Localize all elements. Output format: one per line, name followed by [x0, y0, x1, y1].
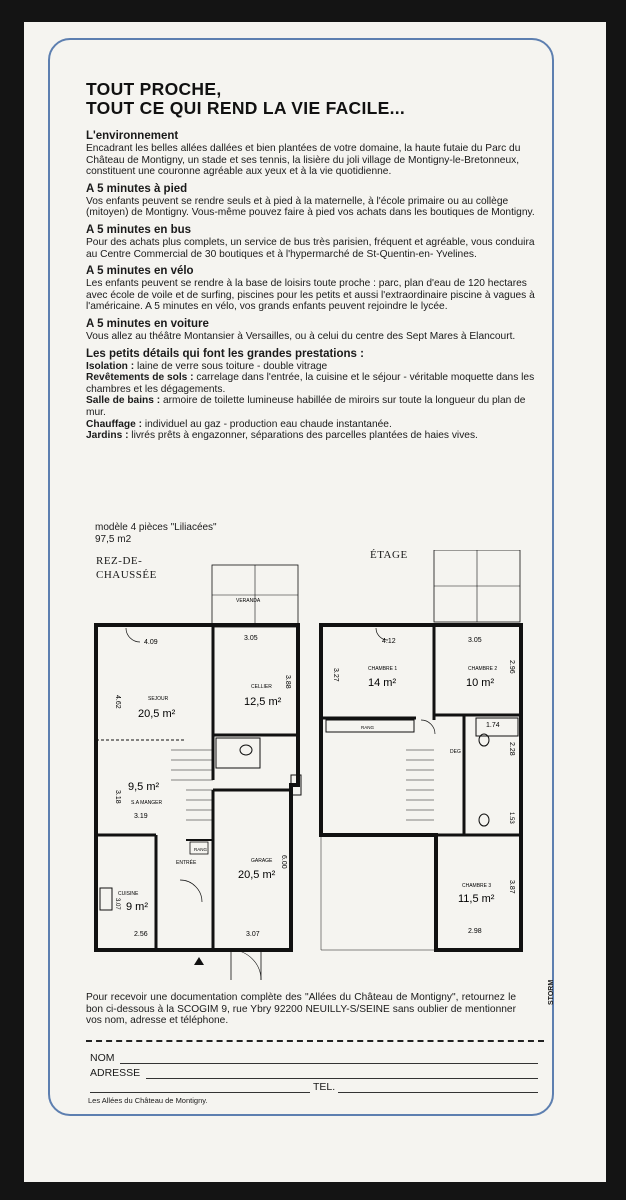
dim-label: 2.98: [468, 928, 482, 935]
storm-credit: STORM: [548, 979, 555, 1005]
dim-label: 6.00: [280, 855, 287, 869]
section-title: A 5 minutes à pied: [86, 182, 188, 195]
detail-text: livrés prêts à engazonner, séparations des parcelles plantées de haies vives.: [128, 430, 478, 442]
dim-label: 4.62: [114, 695, 121, 709]
door-arc: [421, 720, 435, 734]
garage-area: 20,5 m²: [238, 869, 276, 881]
upper-stairs: [406, 750, 434, 820]
detail-text: laine de verre sous toiture - double vitrage: [134, 360, 328, 372]
salle-area: 9,5 m²: [128, 781, 160, 793]
detail-text: armoire de toilette lumineuse habillée de miroirs sur toute la longueur du plan de mur.: [86, 395, 526, 418]
upper-floor-label: ÉTAGE: [370, 549, 408, 561]
detail-item: [86, 419, 536, 431]
body-text: [86, 130, 536, 447]
dim-label: 1.74: [486, 722, 500, 729]
model-name: modèle 4 pièces "Liliacées": [95, 522, 217, 533]
detail-label: Jardins :: [86, 430, 129, 442]
detail-item: [86, 361, 536, 373]
detail-label: Revêtements de sols :: [86, 372, 194, 384]
section-environnement: [86, 130, 536, 178]
tel-label: TEL.: [313, 1081, 336, 1093]
chambre-2-area: 10 m²: [466, 677, 495, 689]
ground-floor-label-2: CHAUSSÉE: [96, 569, 157, 581]
dim-label: 2.28: [508, 742, 515, 756]
detail-label: Isolation :: [86, 360, 135, 372]
detail-text: carrelage dans l'entrée, la cuisine et le séjour - véritable moquette dans les chambres et les dégagements.: [86, 372, 535, 395]
dim-label: 2.56: [134, 931, 148, 938]
headline-line-2: TOUT CE QUI REND LA VIE FACILE...: [86, 98, 406, 118]
upper-floor-plan: [321, 550, 521, 950]
ground-floor-plan: [96, 565, 301, 980]
dim-label: 4.12: [382, 638, 396, 645]
deg-label: DEG: [450, 749, 461, 755]
section-voiture: [86, 318, 536, 343]
dim-label: 3.05: [244, 635, 258, 642]
garage-door-arc: [231, 950, 261, 980]
detail-text: individuel au gaz - production eau chaude instantanée.: [142, 418, 392, 430]
section-bus: [86, 224, 536, 260]
chambre-1-area: 14 m²: [368, 677, 397, 689]
chambre-1-label: CHAMBRE 1: [368, 666, 398, 672]
headline: [86, 80, 405, 118]
chambre-3-area: 11,5 m²: [458, 893, 495, 905]
detail-item: [86, 430, 536, 442]
rang-label: RANG: [194, 847, 208, 852]
dim-label: 3.07: [246, 931, 260, 938]
section-text: Vos enfants peuvent se rendre seuls et à pied à la maternelle, à l'école primaire ou au collège (mitoyen) de Montigny. Vous-même pouvez faire à pied vos achats dans les boutiques de Montigny.: [86, 195, 535, 219]
detail-item: [86, 372, 536, 395]
section-text: Les enfants peuvent se rendre à la base de loisirs toute proche : parc, plan d'eau de 120 hectares avec école de voile et de surfing, piscines pour les petits et aussi l'extraordinaire piscine à vagues à l'américaine. A 5 minutes en vélo, vos grands enfants peuvent rejoindre le lycée.: [86, 278, 535, 313]
nom-field[interactable]: [120, 1063, 538, 1064]
dim-label: 3.19: [134, 813, 148, 820]
adresse-field-2[interactable]: [90, 1092, 310, 1093]
section-title: A 5 minutes en voiture: [86, 317, 209, 330]
section-velo: [86, 265, 536, 313]
detail-item: [86, 395, 536, 418]
dim-label: 1.53: [508, 812, 514, 824]
entrance-arrow: [194, 957, 204, 965]
cellier-area: 12,5 m²: [244, 696, 282, 708]
cuisine-label: CUISINE: [118, 891, 139, 897]
chambre-2-label: CHAMBRE 2: [468, 666, 498, 672]
toilet: [240, 745, 252, 755]
detail-label: Chauffage :: [86, 418, 143, 430]
entree-label: ENTRÉE: [176, 860, 197, 866]
section-text: Encadrant les belles allées dallées et bien plantées de votre domaine, la haute futaie du Parc du Château de Montigny, un stade et ses tennis, la lisière du joli village de Montigny-le-Bretonneux, constituent une couronne agréable aux yeux et à la vie quotidienne.: [86, 143, 521, 178]
door-arc: [180, 880, 202, 902]
rang-label: RANG: [361, 725, 375, 730]
call-to-action: Pour recevoir une documentation complète des "Allées du Château de Montigny", retournez le bon ci-dessous à la SCOGIM 9, rue Ybry 92200 NEUILLY-S/SEINE sans oublier de mentionner vos nom, adresse et téléphone.: [86, 992, 516, 1027]
tel-field[interactable]: [338, 1092, 538, 1093]
detail-label: Salle de bains :: [86, 395, 161, 407]
kitchen-counter: [100, 888, 112, 910]
adresse-field[interactable]: [146, 1078, 538, 1079]
door-arc: [126, 628, 140, 642]
cellier-label: CELLIER: [251, 684, 272, 690]
section-title: A 5 minutes en vélo: [86, 265, 194, 278]
dim-label: 3.88: [284, 675, 291, 689]
adresse-label: ADRESSE: [90, 1067, 141, 1079]
nom-label: NOM: [90, 1052, 115, 1064]
garage-door: [231, 950, 261, 980]
floor-plans: [86, 550, 536, 980]
sejour-label: SEJOUR: [148, 696, 169, 702]
dim-label: 3.18: [114, 790, 121, 804]
sejour-area: 20,5 m²: [138, 708, 176, 720]
dim-label: 3.27: [332, 668, 339, 682]
dim-label: 3.87: [508, 880, 515, 894]
garage-label: GARAGE: [251, 858, 273, 864]
section-text: Vous allez au théâtre Montansier à Versailles, ou à celui du centre des Sept Mares à Elancourt.: [86, 330, 516, 342]
toilet: [479, 814, 489, 826]
dim-label: 2.96: [508, 660, 515, 674]
section-text: Pour des achats plus complets, un service de bus très parisien, fréquent et agréable, vous conduira au Centre Commercial de 30 boutiques et à l'hypermarché de St-Quentin-en- Yvelines.: [86, 236, 535, 260]
dim-label: 3.05: [468, 637, 482, 644]
wc-room: [216, 738, 260, 768]
dim-label: 3.07: [114, 898, 120, 910]
model-area: 97,5 m2: [95, 534, 132, 545]
footer-text: Les Allées du Château de Montigny.: [88, 1096, 208, 1105]
salle-label: S.A MANGER: [131, 800, 163, 806]
section-title: L'environnement: [86, 130, 179, 142]
cuisine-area: 9 m²: [126, 901, 148, 913]
headline-line-1: TOUT PROCHE,: [86, 79, 222, 99]
section-details: [86, 348, 536, 442]
section-pied: [86, 183, 536, 219]
dim-label: 4.09: [144, 639, 158, 646]
veranda-label: VERANDA: [236, 598, 261, 604]
cut-line: [86, 1040, 544, 1042]
section-title: A 5 minutes en bus: [86, 223, 192, 236]
details-title: Les petits détails qui font les grandes prestations :: [86, 347, 364, 360]
chambre-3-label: CHAMBRE 3: [462, 883, 492, 889]
ground-floor-label-1: REZ-DE-: [96, 555, 143, 567]
ground-stairs: [171, 750, 213, 820]
